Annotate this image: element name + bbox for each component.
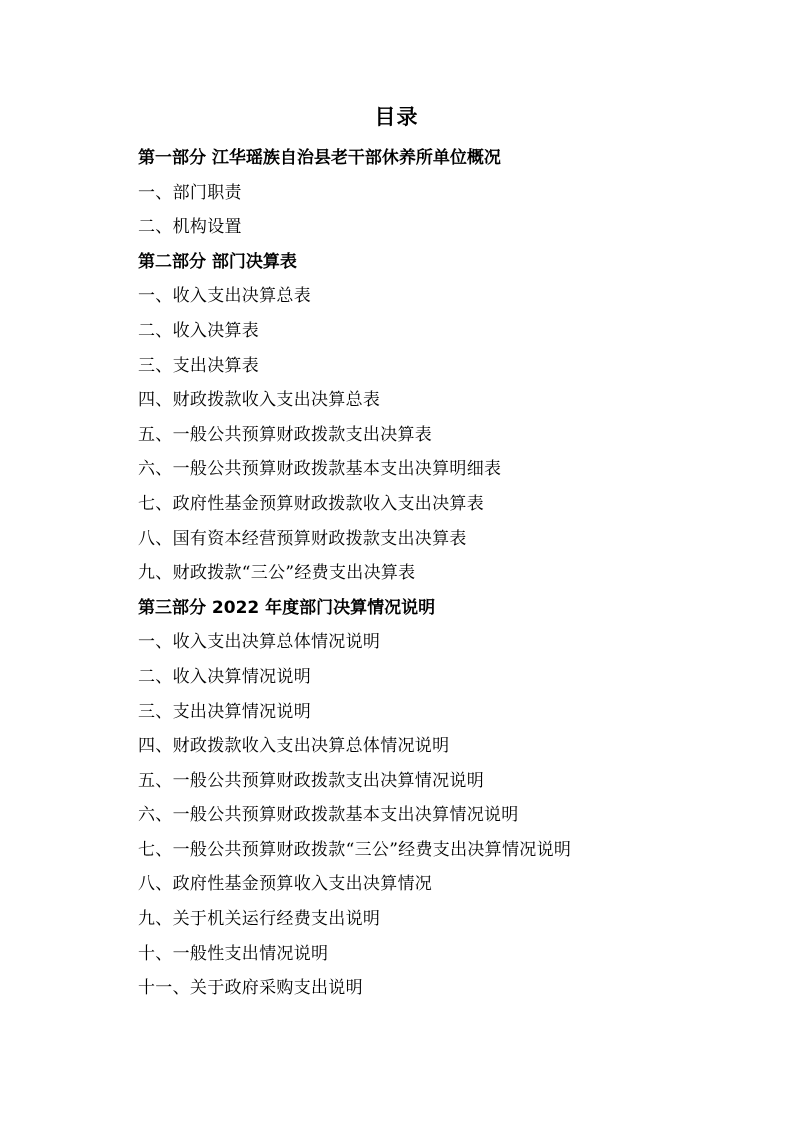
toc-entry: 三、支出决算表 [138, 355, 260, 376]
table-of-contents [138, 141, 738, 1006]
toc-entry: 六、一般公共预算财政拨款基本支出决算情况说明 [138, 805, 519, 826]
toc-entry: 一、收入支出决算总表 [138, 286, 311, 307]
toc-section-heading: 第一部分 江华瑶族自治县老干部休养所单位概况 [138, 148, 501, 168]
toc-entry: 十、一般性支出情况说明 [138, 943, 329, 964]
toc-entry: 八、政府性基金预算收入支出决算情况 [138, 874, 433, 895]
toc-entry: 五、一般公共预算财政拨款支出决算表 [138, 424, 433, 445]
toc-entry: 一、收入支出决算总体情况说明 [138, 632, 381, 653]
toc-entry: 七、一般公共预算财政拨款“三公”经费支出决算情况说明 [138, 839, 572, 860]
toc-section-heading: 第三部分 2022 年度部门决算情况说明 [138, 597, 436, 618]
toc-entry: 四、财政拨款收入支出决算总表 [138, 390, 381, 411]
toc-section-heading: 第二部分 部门决算表 [138, 251, 297, 272]
toc-entry: 七、政府性基金预算财政拨款收入支出决算表 [138, 493, 484, 514]
toc-entry: 六、一般公共预算财政拨款基本支出决算明细表 [138, 459, 502, 480]
toc-entry: 九、关于机关运行经费支出说明 [138, 909, 381, 930]
toc-entry: 四、财政拨款收入支出决算总体情况说明 [138, 736, 450, 757]
toc-entry: 五、一般公共预算财政拨款支出决算情况说明 [138, 770, 484, 791]
toc-entry: 十一、关于政府采购支出说明 [138, 978, 363, 999]
toc-entry: 二、收入决算表 [138, 320, 260, 341]
toc-entry: 三、支出决算情况说明 [138, 701, 311, 722]
toc-entry: 二、收入决算情况说明 [138, 666, 311, 687]
toc-entry: 八、国有资本经营预算财政拨款支出决算表 [138, 528, 467, 549]
page-title: 目录 [374, 105, 419, 129]
toc-entry: 一、部门职责 [138, 182, 242, 203]
toc-entry: 九、财政拨款“三公”经费支出决算表 [138, 563, 416, 584]
toc-entry: 二、机构设置 [138, 217, 242, 238]
